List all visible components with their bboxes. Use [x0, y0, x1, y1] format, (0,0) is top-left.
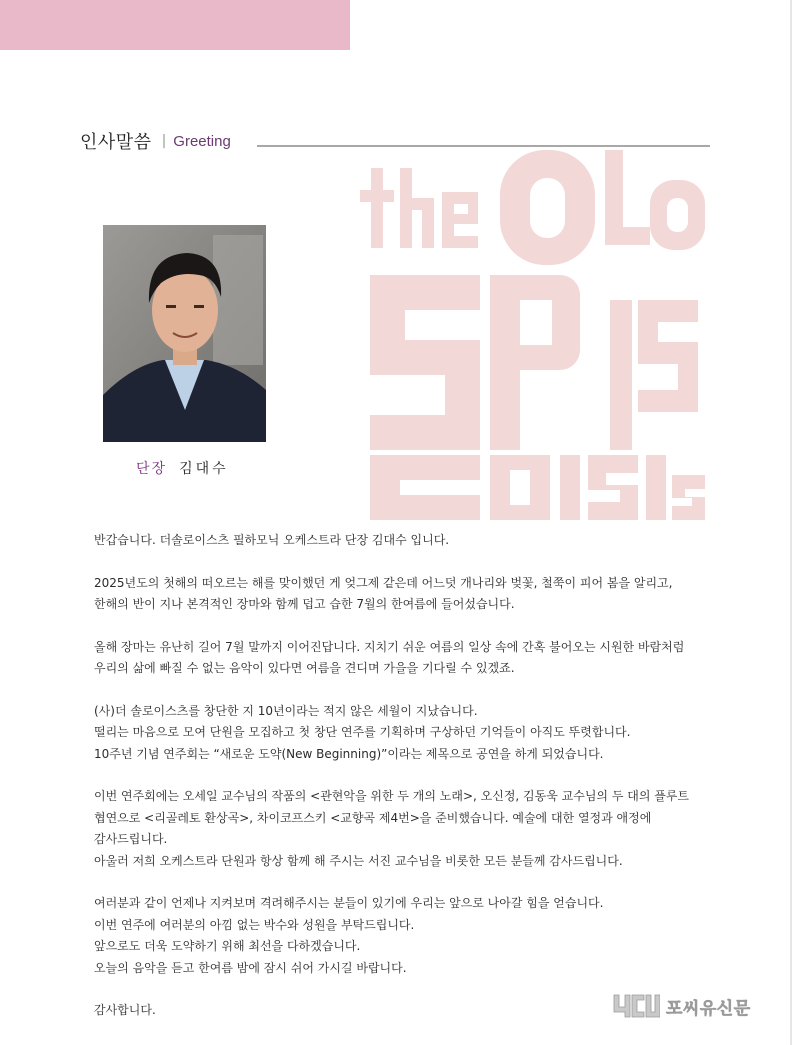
text-line: 한해의 반이 지나 본격적인 장마와 함께 덥고 습한 7월의 한여름에 들어섰습니다.	[94, 597, 515, 611]
paragraph	[94, 573, 724, 616]
heading-korean: 인사말씀	[80, 132, 152, 153]
paragraph	[94, 893, 724, 979]
4cu-logo-icon	[612, 993, 660, 1019]
text-line: 협연으로 <리골레토 환상곡>, 차이코프스키 <교향곡 제4번>을 준비했습니다. 예술에 대한 열정과 애정에	[94, 810, 652, 825]
text-line: 우리의 삶에 빠질 수 없는 음악이 있다면 여름을 견디며 가을을 기다릴 수 있겠죠.	[94, 661, 515, 675]
paragraph	[94, 701, 724, 766]
section-heading	[80, 128, 231, 154]
text-line: 아울러 저희 오케스트라 단원과 항상 함께 해 주시는 서진 교수님을 비롯한 모든 분들께 감사드립니다.	[94, 853, 623, 868]
paragraph	[94, 786, 724, 872]
heading-english: Greeting	[173, 132, 231, 150]
text-line: 여러분과 같이 언제나 지켜보며 격려해주시는 분들이 있기에 우리는 앞으로 나아갈 힘을 얻습니다.	[94, 896, 604, 910]
news-watermark	[612, 993, 751, 1019]
text-line: (사)더 솔로이스츠를 창단한 지 10년이라는 적지 않은 세월이 지났습니다.	[94, 703, 478, 718]
soloists-logo	[360, 150, 710, 520]
heading-rule	[257, 145, 710, 147]
paragraph	[94, 530, 724, 552]
paragraph	[94, 637, 724, 680]
portrait-photo	[103, 225, 266, 442]
top-pink-bar	[0, 0, 350, 50]
text-line: 올해 장마는 유난히 길어 7월 말까지 이어진답니다. 지치기 쉬운 여름의 일상 속에 간혹 불어오는 시원한 바람처럼	[94, 639, 685, 654]
profile-role: 단장	[136, 461, 168, 477]
watermark-text: 포씨유신문	[666, 998, 751, 1019]
profile-name: 김대수	[179, 461, 229, 477]
text-line: 감사드립니다.	[94, 832, 168, 846]
text-line: 이번 연주에 여러분의 아낌 없는 박수와 성원을 부탁드립니다.	[94, 917, 415, 932]
text-line: 2025년도의 첫해의 떠오르는 해를 맞이했던 게 엊그제 같은데 어느덧 개나리와 벚꽃, 철쭉이 피어 봄을 알리고,	[94, 575, 673, 590]
text-line: 앞으로도 더욱 도약하기 위해 최선을 다하겠습니다.	[94, 939, 361, 953]
text-line: 반갑습니다. 더솔로이스츠 필하모닉 오케스트라 단장 김대수 입니다.	[94, 533, 450, 547]
text-line: 떨리는 마음으로 모여 단원을 모집하고 첫 창단 연주를 기획하며 구상하던 기억들이 아직도 뚜렷합니다.	[94, 725, 631, 739]
profile-caption	[136, 458, 229, 478]
text-line: 오늘의 음악을 듣고 한여름 밤에 잠시 쉬어 가시길 바랍니다.	[94, 960, 407, 975]
text-line: 10주년 기념 연주회는 “새로운 도약(New Beginning)”이라는 제목으로 공연을 하게 되었습니다.	[94, 746, 604, 761]
text-line: 이번 연주회에는 오세일 교수님의 작품의 <관현악을 위한 두 개의 노래>, 오신정, 김동욱 교수님의 두 대의 플루트	[94, 789, 690, 803]
heading-separator: |	[161, 133, 167, 149]
text-line: 감사합니다.	[94, 1003, 156, 1017]
greeting-body	[94, 530, 724, 1043]
